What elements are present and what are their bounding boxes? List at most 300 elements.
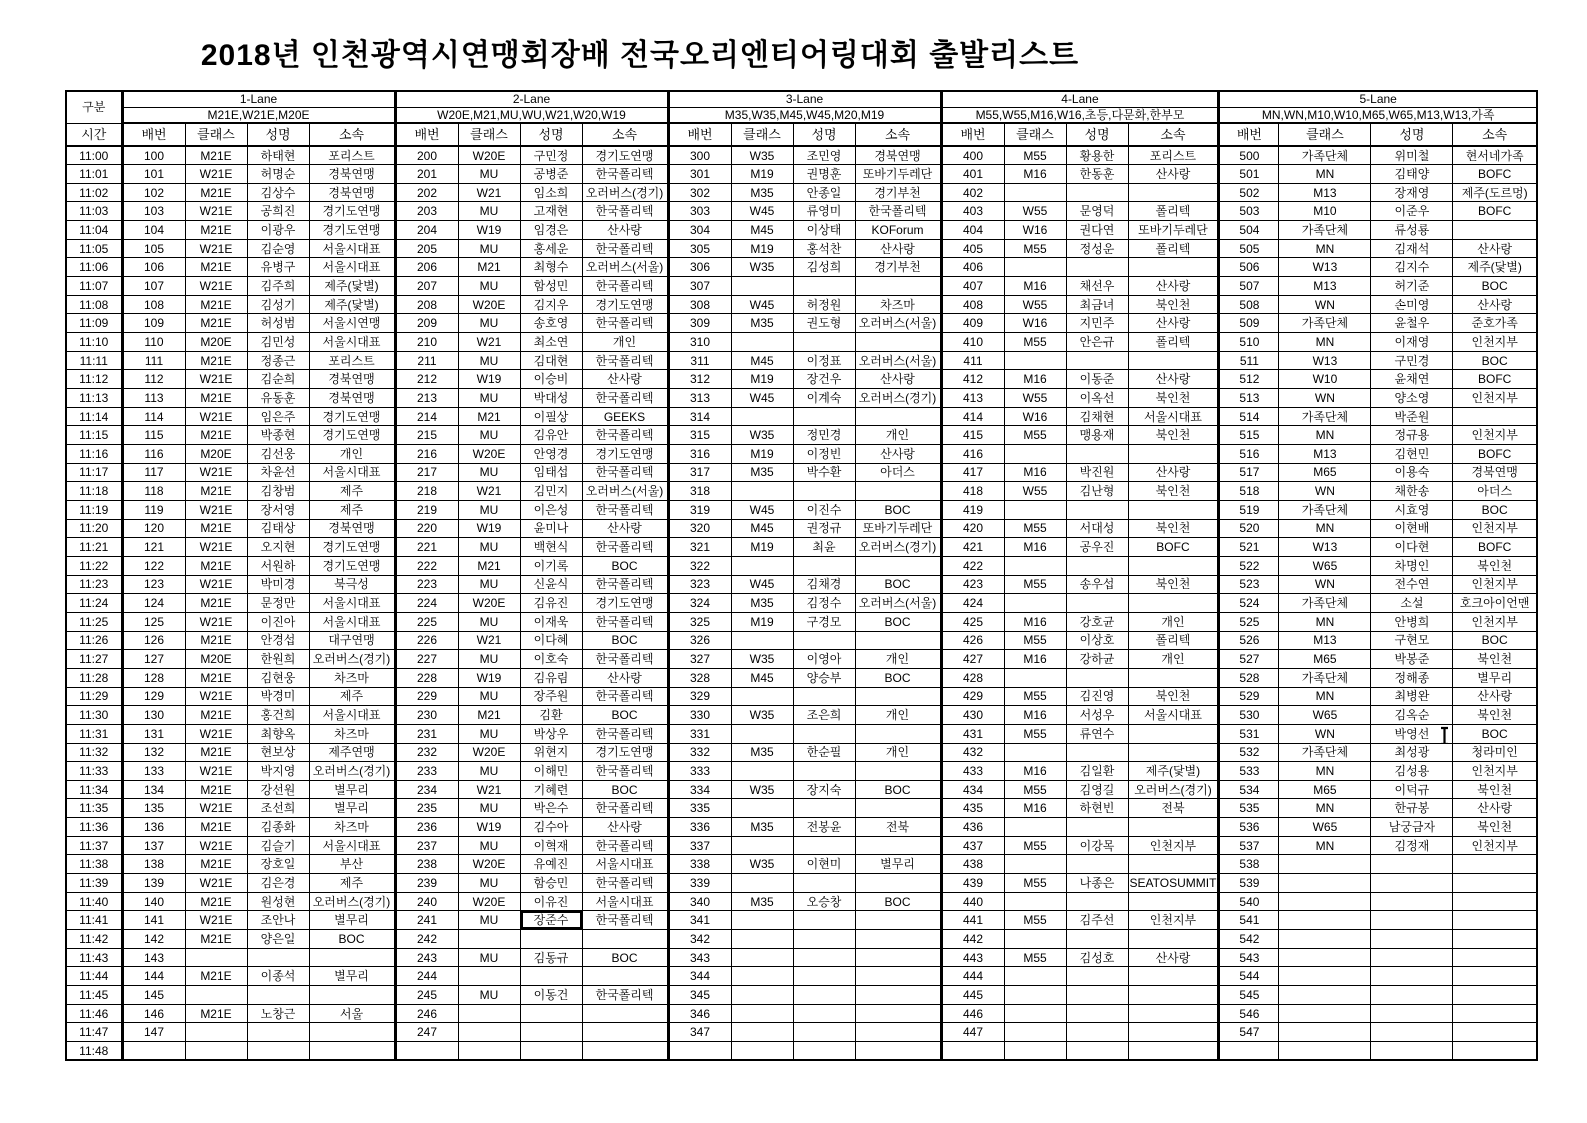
bib-cell[interactable]: 522 bbox=[1219, 556, 1279, 575]
col-header-class-5[interactable]: 클래스 bbox=[1279, 123, 1371, 146]
class-cell[interactable]: 가족단체 bbox=[1279, 146, 1371, 165]
org-cell[interactable] bbox=[309, 1042, 395, 1061]
name-cell[interactable]: 김종화 bbox=[247, 818, 309, 837]
class-cell[interactable]: MN bbox=[1279, 519, 1371, 538]
org-cell[interactable]: 경기도연맹 bbox=[582, 743, 668, 762]
bib-cell[interactable]: 431 bbox=[941, 724, 1004, 743]
org-cell[interactable]: 경북연맹 bbox=[1453, 463, 1537, 482]
bib-cell[interactable]: 118 bbox=[122, 482, 185, 501]
org-cell[interactable]: 전북 bbox=[1128, 799, 1219, 818]
org-cell[interactable]: BOC bbox=[1453, 631, 1537, 650]
class-cell[interactable] bbox=[731, 631, 793, 650]
class-cell[interactable]: MN bbox=[1279, 165, 1371, 184]
bib-cell[interactable]: 444 bbox=[941, 967, 1004, 986]
bib-cell[interactable]: 105 bbox=[122, 239, 185, 258]
time-cell[interactable]: 11:07 bbox=[66, 277, 122, 296]
bib-cell[interactable]: 125 bbox=[122, 612, 185, 631]
name-cell[interactable]: 류연수 bbox=[1066, 724, 1128, 743]
class-cell[interactable]: W21E bbox=[185, 277, 247, 296]
org-cell[interactable]: 부산 bbox=[309, 855, 395, 874]
org-cell[interactable] bbox=[1128, 967, 1219, 986]
bib-cell[interactable]: 311 bbox=[668, 351, 731, 370]
bib-cell[interactable]: 419 bbox=[941, 500, 1004, 519]
name-cell[interactable] bbox=[1066, 183, 1128, 202]
name-cell[interactable] bbox=[1371, 1004, 1453, 1023]
org-cell[interactable]: 인천지부 bbox=[1453, 612, 1537, 631]
bib-cell[interactable]: 129 bbox=[122, 687, 185, 706]
name-cell[interactable]: 황용한 bbox=[1066, 146, 1128, 165]
org-cell[interactable] bbox=[855, 836, 941, 855]
bib-cell[interactable]: 423 bbox=[941, 575, 1004, 594]
bib-cell[interactable]: 416 bbox=[941, 445, 1004, 464]
bib-cell[interactable]: 201 bbox=[395, 165, 458, 184]
bib-cell[interactable]: 130 bbox=[122, 706, 185, 725]
org-cell[interactable] bbox=[855, 762, 941, 781]
bib-cell[interactable]: 504 bbox=[1219, 221, 1279, 240]
name-cell[interactable] bbox=[793, 1023, 855, 1042]
class-cell[interactable] bbox=[731, 1042, 793, 1061]
class-cell[interactable]: MU bbox=[458, 239, 520, 258]
bib-cell[interactable]: 433 bbox=[941, 762, 1004, 781]
name-cell[interactable]: 김대현 bbox=[520, 351, 582, 370]
class-cell[interactable] bbox=[731, 799, 793, 818]
time-cell[interactable]: 11:23 bbox=[66, 575, 122, 594]
class-cell[interactable]: W20E bbox=[458, 743, 520, 762]
name-cell[interactable]: 안병희 bbox=[1371, 612, 1453, 631]
name-cell[interactable]: 김주희 bbox=[247, 277, 309, 296]
name-cell[interactable]: 최향옥 bbox=[247, 724, 309, 743]
bib-cell[interactable]: 147 bbox=[122, 1023, 185, 1042]
org-cell[interactable]: 인천지부 bbox=[1453, 426, 1537, 445]
name-cell[interactable]: 정성운 bbox=[1066, 239, 1128, 258]
org-cell[interactable]: 인천지부 bbox=[1453, 836, 1537, 855]
org-cell[interactable]: BOC bbox=[582, 556, 668, 575]
bib-cell[interactable]: 138 bbox=[122, 855, 185, 874]
org-cell[interactable]: 서울시대표 bbox=[309, 239, 395, 258]
org-cell[interactable]: 북인천 bbox=[1128, 482, 1219, 501]
bib-cell[interactable]: 213 bbox=[395, 389, 458, 408]
name-cell[interactable] bbox=[793, 1042, 855, 1061]
class-cell[interactable]: M55 bbox=[1004, 780, 1066, 799]
org-cell[interactable]: 인천지부 bbox=[1453, 519, 1537, 538]
lane-classes-4[interactable]: M55,W55,M16,W16,초등,다문화,한부모 bbox=[941, 107, 1219, 123]
org-cell[interactable]: 경북연맹 bbox=[855, 146, 941, 165]
class-cell[interactable]: M35 bbox=[731, 463, 793, 482]
org-cell[interactable]: 제주 bbox=[309, 500, 395, 519]
org-cell[interactable]: 현서네가족 bbox=[1453, 146, 1537, 165]
class-cell[interactable] bbox=[1279, 892, 1371, 911]
bib-cell[interactable]: 128 bbox=[122, 668, 185, 687]
class-cell[interactable]: MN bbox=[1279, 426, 1371, 445]
name-cell[interactable] bbox=[520, 930, 582, 949]
bib-cell[interactable]: 305 bbox=[668, 239, 731, 258]
name-cell[interactable]: 윤철우 bbox=[1371, 314, 1453, 333]
bib-cell[interactable]: 337 bbox=[668, 836, 731, 855]
class-cell[interactable]: W10 bbox=[1279, 370, 1371, 389]
name-cell[interactable]: 장주원 bbox=[520, 687, 582, 706]
bib-cell[interactable] bbox=[122, 1042, 185, 1061]
bib-cell[interactable]: 421 bbox=[941, 538, 1004, 557]
bib-cell[interactable]: 335 bbox=[668, 799, 731, 818]
org-cell[interactable]: 한국폴리텍 bbox=[582, 612, 668, 631]
time-cell[interactable]: 11:41 bbox=[66, 911, 122, 930]
org-cell[interactable]: 한국폴리텍 bbox=[582, 687, 668, 706]
class-cell[interactable]: M21E bbox=[185, 743, 247, 762]
name-cell[interactable]: 위현지 bbox=[520, 743, 582, 762]
org-cell[interactable]: 서울시대표 bbox=[309, 594, 395, 613]
class-cell[interactable]: W16 bbox=[1004, 221, 1066, 240]
org-cell[interactable]: 산사랑 bbox=[855, 370, 941, 389]
org-cell[interactable]: 개인 bbox=[855, 706, 941, 725]
class-cell[interactable]: M21E bbox=[185, 389, 247, 408]
bib-cell[interactable]: 547 bbox=[1219, 1023, 1279, 1042]
name-cell[interactable]: 김은경 bbox=[247, 874, 309, 893]
name-cell[interactable]: 김재석 bbox=[1371, 239, 1453, 258]
bib-cell[interactable]: 210 bbox=[395, 333, 458, 352]
org-cell[interactable]: 서울시대표 bbox=[309, 258, 395, 277]
class-cell[interactable]: MU bbox=[458, 538, 520, 557]
name-cell[interactable] bbox=[1066, 1042, 1128, 1061]
class-cell[interactable]: MN bbox=[1279, 333, 1371, 352]
org-cell[interactable]: 산사랑 bbox=[582, 818, 668, 837]
bib-cell[interactable]: 538 bbox=[1219, 855, 1279, 874]
time-cell[interactable]: 11:24 bbox=[66, 594, 122, 613]
class-cell[interactable] bbox=[731, 277, 793, 296]
name-cell[interactable]: 송우섭 bbox=[1066, 575, 1128, 594]
bib-cell[interactable]: 507 bbox=[1219, 277, 1279, 296]
bib-cell[interactable]: 119 bbox=[122, 500, 185, 519]
bib-cell[interactable]: 543 bbox=[1219, 948, 1279, 967]
name-cell[interactable] bbox=[1371, 986, 1453, 1005]
name-cell[interactable]: 이은성 bbox=[520, 500, 582, 519]
bib-cell[interactable]: 500 bbox=[1219, 146, 1279, 165]
class-cell[interactable] bbox=[1279, 948, 1371, 967]
name-cell[interactable]: 정민경 bbox=[793, 426, 855, 445]
class-cell[interactable] bbox=[458, 967, 520, 986]
org-cell[interactable]: 경기도연맹 bbox=[582, 445, 668, 464]
class-cell[interactable]: M16 bbox=[1004, 277, 1066, 296]
name-cell[interactable]: 박봉준 bbox=[1371, 650, 1453, 669]
name-cell[interactable] bbox=[1066, 668, 1128, 687]
class-cell[interactable] bbox=[731, 724, 793, 743]
name-cell[interactable]: 박지영 bbox=[247, 762, 309, 781]
bib-cell[interactable]: 234 bbox=[395, 780, 458, 799]
name-cell[interactable]: 임은주 bbox=[247, 407, 309, 426]
org-cell[interactable]: 아더스 bbox=[855, 463, 941, 482]
name-cell[interactable]: 조선희 bbox=[247, 799, 309, 818]
class-cell[interactable] bbox=[1279, 855, 1371, 874]
bib-cell[interactable]: 411 bbox=[941, 351, 1004, 370]
bib-cell[interactable]: 505 bbox=[1219, 239, 1279, 258]
class-cell[interactable] bbox=[458, 1023, 520, 1042]
class-cell[interactable]: W21 bbox=[458, 482, 520, 501]
class-cell[interactable] bbox=[1004, 930, 1066, 949]
bib-cell[interactable]: 319 bbox=[668, 500, 731, 519]
org-cell[interactable]: BOFC bbox=[1453, 445, 1537, 464]
class-cell[interactable] bbox=[731, 874, 793, 893]
bib-cell[interactable]: 441 bbox=[941, 911, 1004, 930]
org-cell[interactable] bbox=[1128, 445, 1219, 464]
name-cell[interactable]: 장준수 bbox=[520, 911, 582, 930]
org-cell[interactable] bbox=[1128, 892, 1219, 911]
bib-cell[interactable]: 103 bbox=[122, 202, 185, 221]
org-cell[interactable]: 한국폴리텍 bbox=[582, 500, 668, 519]
name-cell[interactable]: 강선원 bbox=[247, 780, 309, 799]
class-cell[interactable]: MU bbox=[458, 687, 520, 706]
org-cell[interactable]: 개인 bbox=[1128, 650, 1219, 669]
class-cell[interactable]: 가족단체 bbox=[1279, 407, 1371, 426]
name-cell[interactable] bbox=[1066, 500, 1128, 519]
name-cell[interactable] bbox=[520, 1023, 582, 1042]
class-cell[interactable]: MU bbox=[458, 351, 520, 370]
class-cell[interactable]: W16 bbox=[1004, 314, 1066, 333]
org-cell[interactable]: BOC bbox=[855, 668, 941, 687]
time-cell[interactable]: 11:35 bbox=[66, 799, 122, 818]
class-cell[interactable]: MU bbox=[458, 277, 520, 296]
org-cell[interactable] bbox=[1453, 967, 1537, 986]
class-cell[interactable]: M19 bbox=[731, 165, 793, 184]
name-cell[interactable]: 김정재 bbox=[1371, 836, 1453, 855]
org-cell[interactable] bbox=[1128, 668, 1219, 687]
org-cell[interactable] bbox=[582, 967, 668, 986]
class-cell[interactable]: M20E bbox=[185, 445, 247, 464]
org-cell[interactable]: 제주(닻별) bbox=[309, 277, 395, 296]
class-cell[interactable] bbox=[1004, 986, 1066, 1005]
class-cell[interactable]: W21E bbox=[185, 500, 247, 519]
name-cell[interactable]: 나종은 bbox=[1066, 874, 1128, 893]
time-cell[interactable]: 11:11 bbox=[66, 351, 122, 370]
org-cell[interactable]: 산사랑 bbox=[1128, 165, 1219, 184]
name-cell[interactable]: 서대성 bbox=[1066, 519, 1128, 538]
class-cell[interactable]: W45 bbox=[731, 575, 793, 594]
bib-cell[interactable]: 227 bbox=[395, 650, 458, 669]
org-cell[interactable]: 한국폴리텍 bbox=[582, 314, 668, 333]
bib-cell[interactable]: 510 bbox=[1219, 333, 1279, 352]
class-cell[interactable]: MU bbox=[458, 500, 520, 519]
class-cell[interactable]: MU bbox=[458, 575, 520, 594]
bib-cell[interactable]: 537 bbox=[1219, 836, 1279, 855]
class-cell[interactable]: W35 bbox=[731, 780, 793, 799]
org-cell[interactable]: 경기도연맹 bbox=[309, 202, 395, 221]
name-cell[interactable]: 김정수 bbox=[793, 594, 855, 613]
name-cell[interactable] bbox=[793, 631, 855, 650]
org-cell[interactable] bbox=[582, 1023, 668, 1042]
class-cell[interactable]: MN bbox=[1279, 687, 1371, 706]
org-cell[interactable] bbox=[855, 631, 941, 650]
bib-cell[interactable]: 122 bbox=[122, 556, 185, 575]
bib-cell[interactable]: 443 bbox=[941, 948, 1004, 967]
org-cell[interactable]: 개인 bbox=[582, 333, 668, 352]
time-cell[interactable]: 11:09 bbox=[66, 314, 122, 333]
class-cell[interactable]: M21E bbox=[185, 519, 247, 538]
name-cell[interactable]: 김유림 bbox=[520, 668, 582, 687]
class-cell[interactable]: M45 bbox=[731, 351, 793, 370]
name-cell[interactable]: 박은수 bbox=[520, 799, 582, 818]
org-cell[interactable]: 산사랑 bbox=[582, 519, 668, 538]
org-cell[interactable] bbox=[1128, 818, 1219, 837]
class-cell[interactable]: M21E bbox=[185, 183, 247, 202]
col-header-org-5[interactable]: 소속 bbox=[1453, 123, 1537, 146]
bib-cell[interactable]: 417 bbox=[941, 463, 1004, 482]
time-cell[interactable]: 11:27 bbox=[66, 650, 122, 669]
class-cell[interactable]: M21E bbox=[185, 967, 247, 986]
name-cell[interactable]: 임태섭 bbox=[520, 463, 582, 482]
name-cell[interactable]: 김일환 bbox=[1066, 762, 1128, 781]
bib-cell[interactable]: 447 bbox=[941, 1023, 1004, 1042]
class-cell[interactable] bbox=[1004, 500, 1066, 519]
class-cell[interactable]: MU bbox=[458, 389, 520, 408]
org-cell[interactable]: 청라미인 bbox=[1453, 743, 1537, 762]
org-cell[interactable]: 서울시대표 bbox=[309, 333, 395, 352]
org-cell[interactable]: 경기도연맹 bbox=[309, 538, 395, 557]
bib-cell[interactable]: 207 bbox=[395, 277, 458, 296]
bib-cell[interactable]: 229 bbox=[395, 687, 458, 706]
org-cell[interactable]: 포리스트 bbox=[1128, 146, 1219, 165]
bib-cell[interactable]: 109 bbox=[122, 314, 185, 333]
org-cell[interactable]: 별무리 bbox=[309, 780, 395, 799]
bib-cell[interactable]: 315 bbox=[668, 426, 731, 445]
name-cell[interactable]: 박수환 bbox=[793, 463, 855, 482]
class-cell[interactable]: M20E bbox=[185, 650, 247, 669]
bib-cell[interactable]: 127 bbox=[122, 650, 185, 669]
col-header-bib-2[interactable]: 배번 bbox=[395, 123, 458, 146]
org-cell[interactable]: GEEKS bbox=[582, 407, 668, 426]
bib-cell[interactable]: 318 bbox=[668, 482, 731, 501]
time-column-header[interactable]: 시간 bbox=[66, 123, 122, 146]
class-cell[interactable]: MU bbox=[458, 165, 520, 184]
org-cell[interactable]: 서울시대표 bbox=[1128, 706, 1219, 725]
name-cell[interactable]: 최윤 bbox=[793, 538, 855, 557]
class-cell[interactable]: M16 bbox=[1004, 650, 1066, 669]
bib-cell[interactable]: 221 bbox=[395, 538, 458, 557]
org-cell[interactable]: 한국폴리텍 bbox=[582, 650, 668, 669]
time-cell[interactable]: 11:18 bbox=[66, 482, 122, 501]
name-cell[interactable]: 김순희 bbox=[247, 370, 309, 389]
class-cell[interactable]: W21E bbox=[185, 538, 247, 557]
class-cell[interactable] bbox=[1004, 1004, 1066, 1023]
bib-cell[interactable]: 209 bbox=[395, 314, 458, 333]
bib-cell[interactable]: 330 bbox=[668, 706, 731, 725]
org-cell[interactable]: 별무리 bbox=[309, 911, 395, 930]
class-cell[interactable]: MU bbox=[458, 314, 520, 333]
name-cell[interactable]: 정규용 bbox=[1371, 426, 1453, 445]
bib-cell[interactable]: 302 bbox=[668, 183, 731, 202]
bib-cell[interactable]: 325 bbox=[668, 612, 731, 631]
name-cell[interactable]: 이현미 bbox=[793, 855, 855, 874]
class-cell[interactable]: W21E bbox=[185, 911, 247, 930]
class-cell[interactable]: MU bbox=[458, 724, 520, 743]
name-cell[interactable]: 문영덕 bbox=[1066, 202, 1128, 221]
org-cell[interactable]: 경기도연맹 bbox=[582, 295, 668, 314]
bib-cell[interactable]: 509 bbox=[1219, 314, 1279, 333]
name-cell[interactable]: 권다연 bbox=[1066, 221, 1128, 240]
org-cell[interactable] bbox=[1128, 743, 1219, 762]
class-cell[interactable]: W35 bbox=[731, 426, 793, 445]
class-cell[interactable]: W16 bbox=[1004, 407, 1066, 426]
name-cell[interactable]: 권명훈 bbox=[793, 165, 855, 184]
org-cell[interactable]: 오러버스(서울) bbox=[582, 258, 668, 277]
org-cell[interactable]: BOFC bbox=[1453, 370, 1537, 389]
bib-cell[interactable]: 115 bbox=[122, 426, 185, 445]
org-cell[interactable]: 개인 bbox=[855, 426, 941, 445]
bib-cell[interactable]: 405 bbox=[941, 239, 1004, 258]
time-cell[interactable]: 11:19 bbox=[66, 500, 122, 519]
org-cell[interactable]: 개인 bbox=[309, 445, 395, 464]
org-cell[interactable]: 제주(닻별) bbox=[309, 295, 395, 314]
name-cell[interactable]: 장건우 bbox=[793, 370, 855, 389]
bib-cell[interactable]: 435 bbox=[941, 799, 1004, 818]
name-cell[interactable] bbox=[247, 1042, 309, 1061]
name-cell[interactable] bbox=[1066, 818, 1128, 837]
org-cell[interactable] bbox=[582, 1004, 668, 1023]
name-cell[interactable] bbox=[1066, 594, 1128, 613]
bib-cell[interactable]: 123 bbox=[122, 575, 185, 594]
col-header-bib-5[interactable]: 배번 bbox=[1219, 123, 1279, 146]
class-cell[interactable]: M45 bbox=[731, 519, 793, 538]
time-cell[interactable]: 11:13 bbox=[66, 389, 122, 408]
class-cell[interactable]: M55 bbox=[1004, 836, 1066, 855]
class-cell[interactable] bbox=[458, 930, 520, 949]
class-cell[interactable] bbox=[731, 948, 793, 967]
org-cell[interactable]: 한국폴리텍 bbox=[582, 463, 668, 482]
bib-cell[interactable]: 230 bbox=[395, 706, 458, 725]
org-cell[interactable] bbox=[1128, 1004, 1219, 1023]
bib-cell[interactable]: 502 bbox=[1219, 183, 1279, 202]
class-cell[interactable] bbox=[1004, 351, 1066, 370]
col-header-name-1[interactable]: 성명 bbox=[247, 123, 309, 146]
org-cell[interactable] bbox=[855, 724, 941, 743]
bib-cell[interactable]: 347 bbox=[668, 1023, 731, 1042]
org-cell[interactable]: 서울시대표 bbox=[1128, 407, 1219, 426]
org-cell[interactable]: 북인천 bbox=[1453, 780, 1537, 799]
org-cell[interactable] bbox=[855, 556, 941, 575]
name-cell[interactable]: 한동훈 bbox=[1066, 165, 1128, 184]
name-cell[interactable]: 권도형 bbox=[793, 314, 855, 333]
org-cell[interactable]: 차즈마 bbox=[309, 818, 395, 837]
class-cell[interactable]: M19 bbox=[731, 612, 793, 631]
bib-cell[interactable]: 403 bbox=[941, 202, 1004, 221]
org-cell[interactable]: 서울시연맹 bbox=[309, 314, 395, 333]
time-cell[interactable]: 11:16 bbox=[66, 445, 122, 464]
org-cell[interactable] bbox=[855, 277, 941, 296]
name-cell[interactable]: 공희진 bbox=[247, 202, 309, 221]
class-cell[interactable] bbox=[185, 1042, 247, 1061]
time-cell[interactable]: 11:33 bbox=[66, 762, 122, 781]
class-cell[interactable]: M21E bbox=[185, 221, 247, 240]
name-cell[interactable]: 남궁금자 bbox=[1371, 818, 1453, 837]
class-cell[interactable]: WN bbox=[1279, 575, 1371, 594]
name-cell[interactable]: 이동준 bbox=[1066, 370, 1128, 389]
time-cell[interactable]: 11:15 bbox=[66, 426, 122, 445]
col-header-class-4[interactable]: 클래스 bbox=[1004, 123, 1066, 146]
name-cell[interactable]: 김성희 bbox=[793, 258, 855, 277]
bib-cell[interactable]: 239 bbox=[395, 874, 458, 893]
name-cell[interactable]: 한규봉 bbox=[1371, 799, 1453, 818]
bib-cell[interactable]: 511 bbox=[1219, 351, 1279, 370]
name-cell[interactable]: 위미철 bbox=[1371, 146, 1453, 165]
org-cell[interactable] bbox=[1128, 594, 1219, 613]
bib-cell[interactable]: 531 bbox=[1219, 724, 1279, 743]
name-cell[interactable]: 안영경 bbox=[520, 445, 582, 464]
bib-cell[interactable]: 246 bbox=[395, 1004, 458, 1023]
class-cell[interactable]: W21E bbox=[185, 202, 247, 221]
class-cell[interactable]: M13 bbox=[1279, 631, 1371, 650]
class-cell[interactable] bbox=[731, 556, 793, 575]
org-cell[interactable]: 오러버스(서울) bbox=[582, 482, 668, 501]
bib-cell[interactable]: 303 bbox=[668, 202, 731, 221]
name-cell[interactable] bbox=[1371, 911, 1453, 930]
name-cell[interactable] bbox=[247, 1023, 309, 1042]
